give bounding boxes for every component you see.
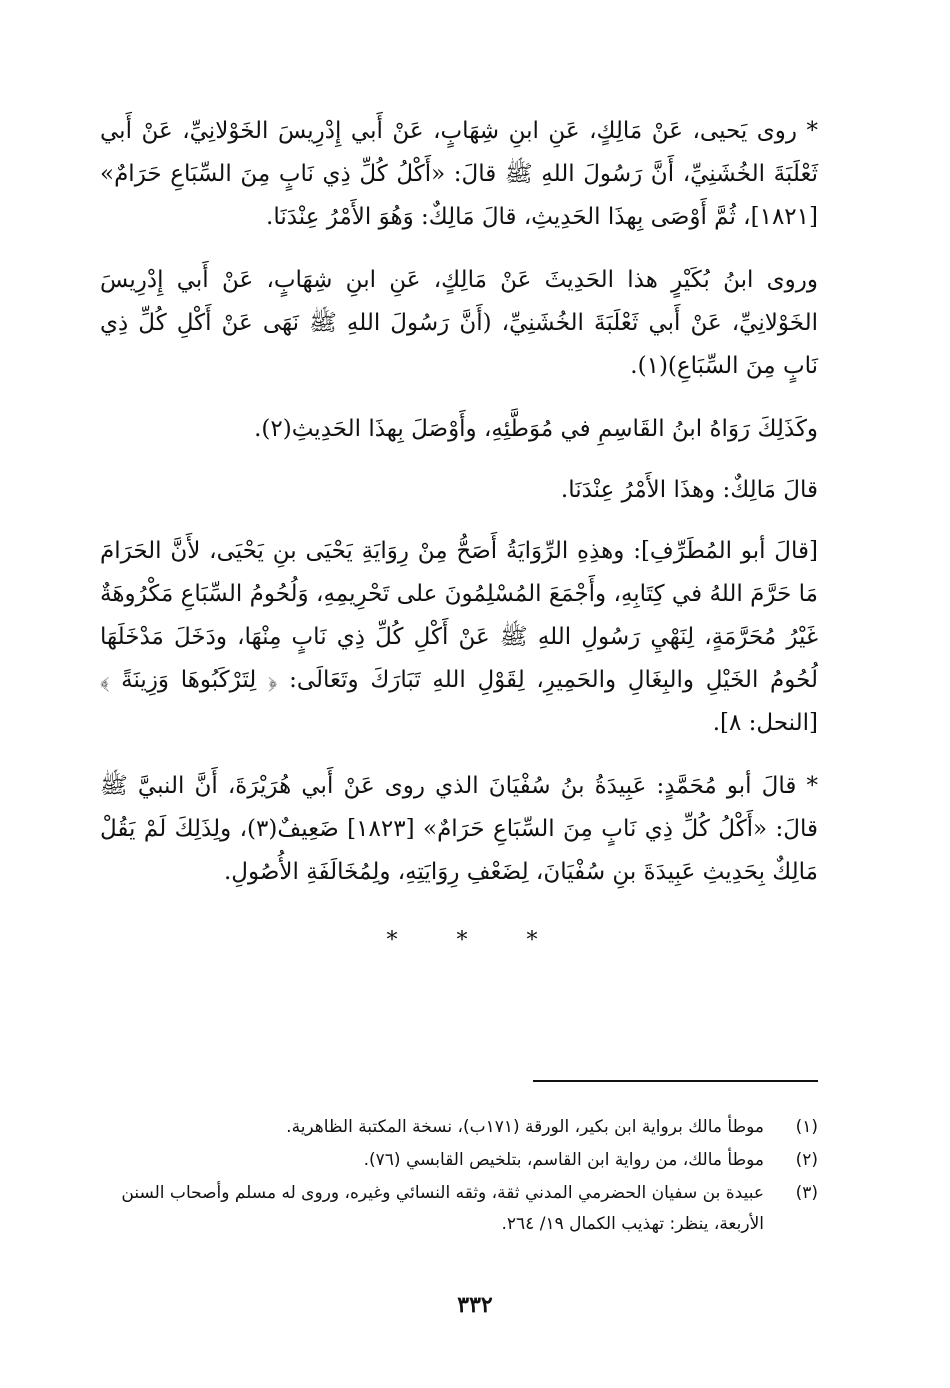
page-number: ٣٣٢ <box>457 1292 493 1318</box>
footnotes <box>100 1112 818 1242</box>
paragraph-6: * قالَ أبو مُحَمَّدٍ: عَبِيدَةُ بنُ سُفْيَانَ الذي روى عَنْ أَبي هُرَيْرَةَ، أَنَّ النبيَّ ﷺ قالَ: «أَكْلُ كُلِّ ذِي نَابٍ مِنَ السِّبَاعِ حَرَامٌ» [١٨٢٣] ضَعِيفٌ(٣)، ولِذَلِكَ لَمْ يَقُلْ مَالِكٌ بِحَدِيثِ عَبِيدَةَ بنِ سُفْيَانَ، لِضَعْفِ رِوَايَتِهِ، ولِمُخَالَفَةِ الأُصُولِ. <box>100 773 818 885</box>
paragraph-1: * روى يَحيى، عَنْ مَالِكٍ، عَنِ ابنِ شِهَابٍ، عَنْ أَبي إِدْرِيسَ الخَوْلانِيِّ، عَنْ أَبي ثَعْلَبَةَ الخُشَنِيِّ، أَنَّ رَسُولَ اللهِ ﷺ قالَ: «أَكْلُ كُلِّ ذِي نَابٍ مِنَ السِّبَاعِ حَرَامٌ» [١٨٢١]، ثُمَّ أَوْصَى بِهذَا الحَدِيثِ، قالَ مَالِكٌ: وَهُوَ الأَمْرُ عِنْدَنَا. <box>100 118 818 230</box>
footnote-number: (٢) <box>795 1150 818 1170</box>
paragraph-2: وروى ابنُ بُكَيْرٍ هذا الحَدِيثَ عَنْ مَالِكٍ، عَنِ ابنِ شِهَابٍ، عَنْ أَبي إِدْرِيسَ الخَوْلانِيِّ، عَنْ أَبي ثَعْلَبَةَ الخُشَنِيِّ، (أَنَّ رَسُولَ اللهِ ﷺ نَهَى عَنْ أَكْلِ كُلِّ ذِي نَابٍ مِنَ السِّبَاعِ)(١). <box>100 267 818 379</box>
footnote-divider <box>533 1080 818 1082</box>
footnote-3 <box>100 1178 818 1240</box>
footnote-text: موطأ مالك برواية ابن بكير، الورقة (١٧١ب)، نسخة المكتبة الظاهرية. <box>286 1117 764 1137</box>
footnote-number: (٣) <box>795 1183 818 1203</box>
section-separator: * * * <box>386 928 564 953</box>
footnote-2 <box>100 1145 818 1176</box>
footnote-1 <box>100 1112 818 1143</box>
footnote-text: عبيدة بن سفيان الحضرمي المدني ثقة، وثقه النسائي وغيره، وروى له مسلم وأصحاب السنن الأربعة، ينظر: تهذيب الكمال ١٩/ ٢٦٤. <box>121 1183 764 1234</box>
paragraph-4: قالَ مَالِكٌ: وهذَا الأَمْرُ عِنْدَنَا. <box>560 477 818 503</box>
paragraph-5: [قالَ أبو المُطَرِّفِ]: وهذِهِ الرِّوَايَةُ أَصَحُّ مِنْ رِوَايَةِ يَحْيَى بنِ يَحْيَى، لأَنَّ الحَرَامَ مَا حَرَّمَ اللهُ في كِتَابِهِ، وأَجْمَعَ المُسْلِمُونَ على تَحْرِيمِهِ، وَلُحُومُ السِّبَاعِ مَكْرُوهَةٌ غَيْرُ مُحَرَّمَةٍ، لِنَهْيِ رَسُولِ اللهِ ﷺ عَنْ أَكْلِ كُلِّ ذِي نَابٍ مِنْهَا، ودَخَلَ مَدْخَلَهَا لُحُومُ الخَيْلِ والبِغَالِ والحَمِيرِ، لِقَوْلِ اللهِ تَبَارَكَ وتَعَالَى: ﴿ لِتَرْكَبُوهَا وَزِينَةً ﴾ [النحل: ٨]. <box>100 538 818 736</box>
footnote-number: (١) <box>795 1117 818 1137</box>
paragraph-3: وكَذَلِكَ رَوَاهُ ابنُ القَاسِمِ في مُوَطَّئِهِ، وأَوْصَلَ بِهذَا الحَدِيثِ(٢). <box>254 416 818 442</box>
footnote-text: موطأ مالك، من رواية ابن القاسم، بتلخيص القابسي (٧٦). <box>363 1150 764 1170</box>
main-text <box>100 110 818 914</box>
